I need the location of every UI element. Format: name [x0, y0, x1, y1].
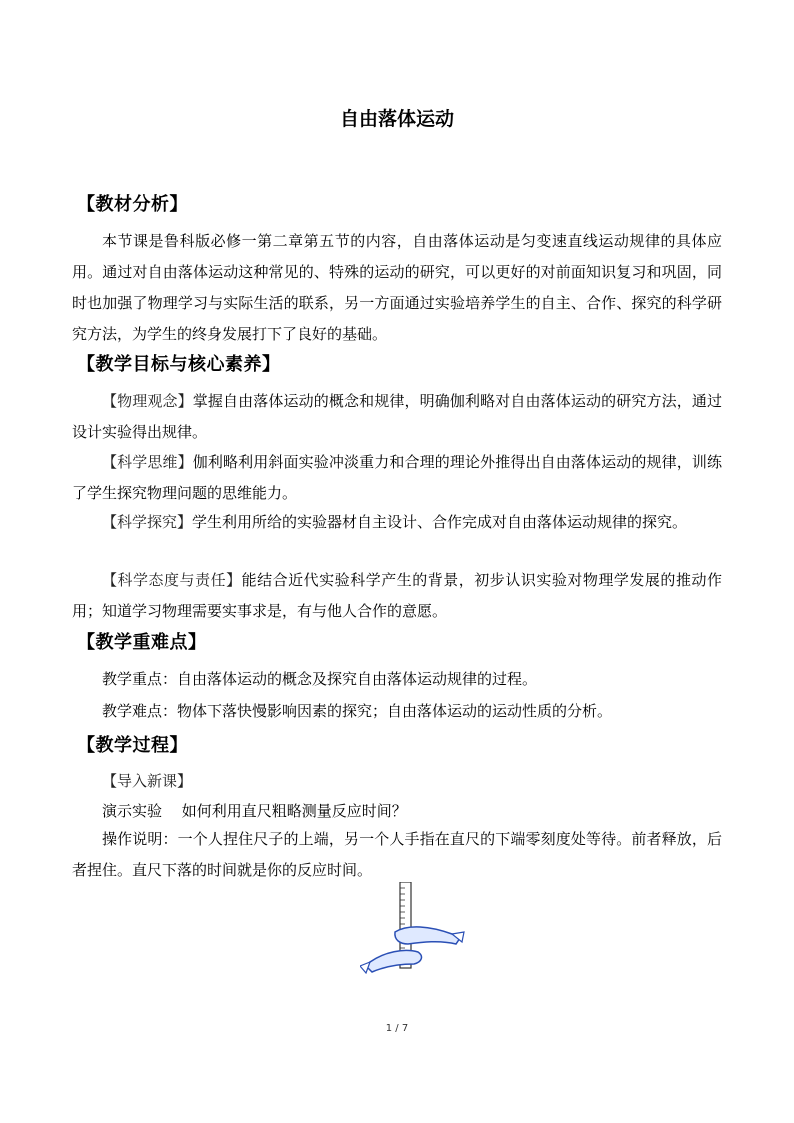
teaching-difficulty: 教学难点：物体下落快慢影响因素的探究；自由落体运动的运动性质的分析。	[102, 702, 613, 720]
goal-text: 掌握自由落体运动的概念和规律，明确伽利略对自由落体运动的研究方法，通过设计实验得出规律。	[72, 392, 722, 441]
goal-tag: 【科学探究】	[102, 513, 193, 531]
goal-scientific-thinking	[72, 447, 722, 509]
intro-tag: 【导入新课】	[102, 772, 193, 790]
teaching-focus: 教学重点：自由落体运动的概念及探究自由落体运动规律的过程。	[102, 670, 538, 688]
upper-hand-icon	[395, 927, 460, 944]
goal-tag: 【科学思维】	[102, 453, 193, 471]
goal-tag: 【科学态度与责任】	[102, 571, 242, 589]
page-number: 1 / 7	[385, 1023, 409, 1034]
section-heading-goals: 【教学目标与核心素养】	[77, 354, 281, 375]
goal-text: 能结合近代实验科学产生的背景，初步认识实验对物理学发展的推动作用；知道学习物理需要实事求是，有与他人合作的意愿。	[72, 571, 722, 620]
page-title: 自由落体运动	[339, 108, 454, 130]
goal-tag: 【物理观念】	[102, 392, 193, 410]
goal-text: 学生利用所给的实验器材自主设计、合作完成对自由落体运动规律的探究。	[192, 513, 688, 531]
ruler-hand-illustration	[360, 882, 470, 974]
demo-experiment: 演示实验 如何利用直尺粗略测量反应时间？	[102, 802, 407, 820]
lower-hand-icon	[366, 950, 421, 972]
goal-physics-concept	[72, 386, 722, 448]
goal-scientific-inquiry	[72, 507, 722, 538]
analysis-paragraph: 本节课是鲁科版必修一第二章第五节的内容，自由落体运动是匀变速直线运动规律的具体应用。通过对自由落体运动这种常见的、特殊的运动的研究，可以更好的对前面知识复习和巩固，同时也加强了物理学习与实际生活的联系，另一方面通过实验培养学生的自主、合作、探究的科学研究方法，为学生的终身发展打下了良好的基础。	[72, 232, 722, 343]
section-heading-process: 【教学过程】	[77, 735, 188, 756]
lower-cuff	[360, 962, 370, 973]
section-heading-keypoints: 【教学重难点】	[77, 632, 207, 653]
goal-text: 伽利略利用斜面实验冲淡重力和合理的理论外推得出自由落体运动的规律，训练了学生探究物理问题的思维能力。	[72, 453, 722, 502]
section-heading-analysis: 【教材分析】	[77, 194, 188, 215]
goal-attitude-responsibility	[72, 565, 722, 627]
operation-instructions: 操作说明：一个人捏住尺子的上端，另一个人手指在直尺的下端零刻度处等待。前者释放，后者捏住。直尺下落的时间就是你的反应时间。	[72, 830, 722, 879]
